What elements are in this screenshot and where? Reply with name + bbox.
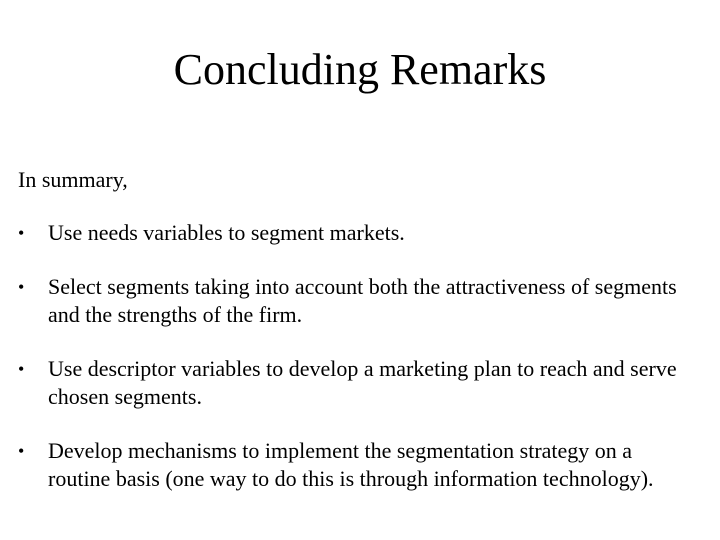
bullet-text: Select segments taking into account both the attractiveness of segments and the strengths of the firm. (48, 274, 677, 327)
bullet-text: Use descriptor variables to develop a marketing plan to reach and serve chosen segments. (48, 356, 677, 409)
bullet-item (18, 437, 698, 493)
bullet-item (18, 219, 698, 247)
bullet-list (18, 219, 698, 519)
bullet-text: Use needs variables to segment markets. (48, 220, 405, 245)
bullet-icon: • (18, 223, 25, 243)
bullet-text: Develop mechanisms to implement the segmentation strategy on a routine basis (one way to do this is through information technology). (48, 438, 654, 491)
bullet-item (18, 355, 698, 411)
bullet-icon: • (18, 441, 25, 461)
bullet-icon: • (18, 359, 25, 379)
bullet-icon: • (18, 277, 25, 297)
slide-title: Concluding Remarks (173, 45, 547, 94)
intro-text: In summary, (18, 167, 128, 192)
bullet-item (18, 273, 698, 329)
